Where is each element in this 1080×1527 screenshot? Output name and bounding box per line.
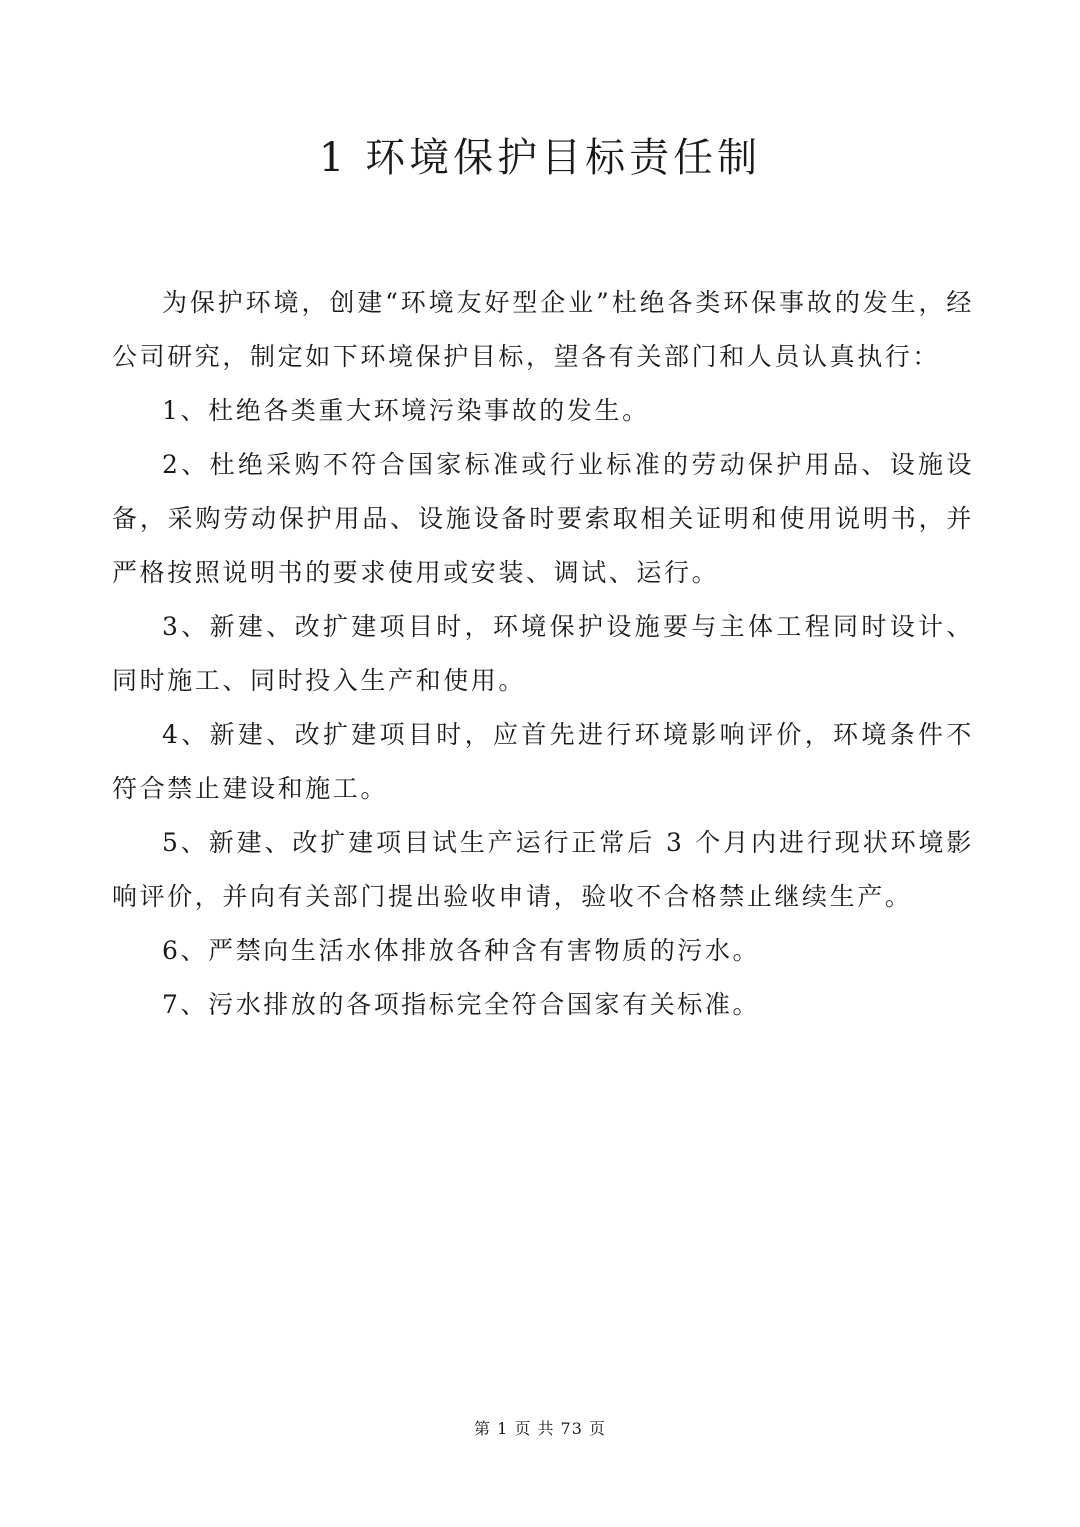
page-footer: 第 1 页 共 73 页 xyxy=(474,1419,606,1438)
document-body xyxy=(112,276,974,1032)
clause-6: 6、严禁向生活水体排放各种含有害物质的污水。 xyxy=(162,936,761,965)
clause-1: 1、杜绝各类重大环境污染事故的发生。 xyxy=(162,396,650,425)
clause-2: 2、杜绝采购不符合国家标准或行业标准的劳动保护用品、设施设备，采购劳动保护用品、设施设备时要索取相关证明和使用说明书，并严格按照说明书的要求使用或安装、调试、运行。 xyxy=(112,450,974,587)
intro-paragraph: 为保护环境，创建“环境友好型企业”杜绝各类环保事故的发生，经公司研究，制定如下环境保护目标，望各有关部门和人员认真执行： xyxy=(112,288,974,371)
clause-7: 7、污水排放的各项指标完全符合国家有关标准。 xyxy=(162,990,761,1019)
clause-4: 4、新建、改扩建项目时，应首先进行环境影响评价，环境条件不符合禁止建设和施工。 xyxy=(112,720,974,803)
document-title: 1 环境保护目标责任制 xyxy=(318,135,762,181)
clause-5: 5、新建、改扩建项目试生产运行正常后 3 个月内进行现状环境影响评价，并向有关部门提出验收申请，验收不合格禁止继续生产。 xyxy=(112,828,974,911)
clause-3: 3、新建、改扩建项目时，环境保护设施要与主体工程同时设计、同时施工、同时投入生产和使用。 xyxy=(112,612,974,695)
